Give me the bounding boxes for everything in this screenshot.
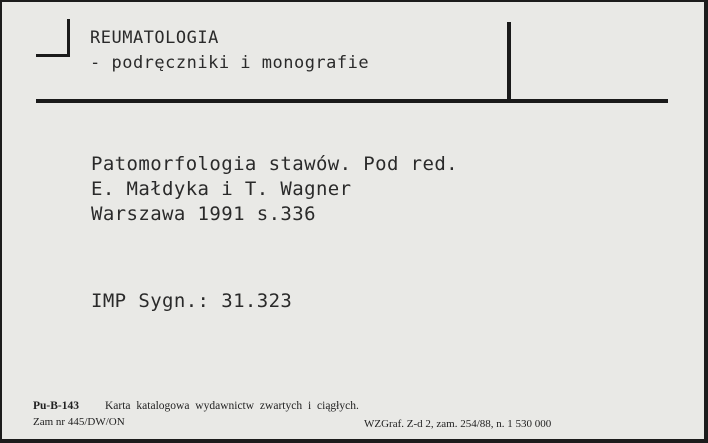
heading-horizontal-rule <box>36 99 668 103</box>
catalog-card <box>2 2 704 439</box>
entry-line-editors: E. Małdyka i T. Wagner <box>91 178 352 200</box>
heading-vertical-rule <box>507 22 511 100</box>
form-code: Pu-B-143 <box>33 400 79 412</box>
entry-line-title: Patomorfologia stawów. Pod red. <box>91 153 459 175</box>
order-number: Zam nr 445/DW/ON <box>33 416 125 428</box>
shelfmark: IMP Sygn.: 31.323 <box>91 290 293 312</box>
corner-mark-horizontal <box>36 54 70 57</box>
corner-mark-vertical <box>67 19 70 57</box>
subject-heading-line-1: REUMATOLOGIA <box>90 28 219 48</box>
subject-heading-line-2: - podręczniki i monografie <box>90 53 370 73</box>
form-title: Karta katalogowa wydawnictw zwartych i ciągłych. <box>105 400 359 412</box>
printer-info: WZGraf. Z-d 2, zam. 254/88, n. 1 530 000 <box>364 418 552 430</box>
entry-line-imprint: Warszawa 1991 s.336 <box>91 203 316 225</box>
